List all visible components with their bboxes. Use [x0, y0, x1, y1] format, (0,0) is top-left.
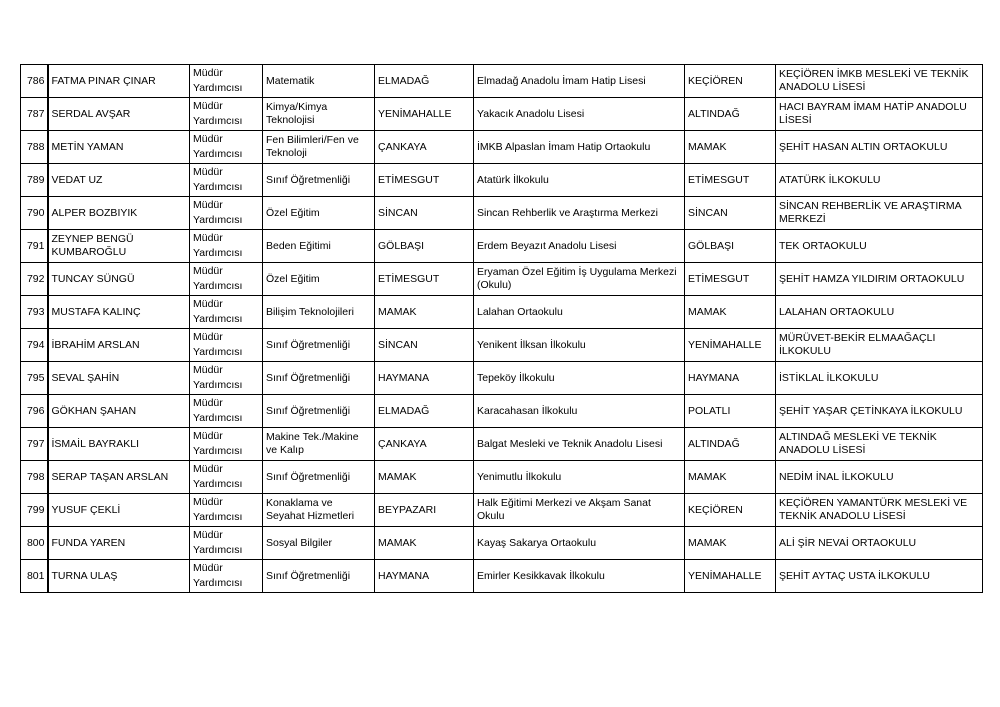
person-name: ALPER BOZBIYIK	[48, 197, 190, 230]
branch: Matematik	[263, 65, 375, 98]
assigned-district: MAMAK	[685, 131, 776, 164]
current-school: Balgat Mesleki ve Teknik Anadolu Lisesi	[474, 428, 685, 461]
job-title: Müdür Yardımcısı	[190, 296, 263, 329]
assigned-school: KEÇİÖREN İMKB MESLEKİ VE TEKNİK ANADOLU LİSESİ	[776, 65, 983, 98]
person-name: SERAP TAŞAN ARSLAN	[48, 461, 190, 494]
current-school: Karacahasan İlkokulu	[474, 395, 685, 428]
table-row	[21, 362, 983, 395]
branch: Sınıf Öğretmenliği	[263, 329, 375, 362]
assigned-school: ŞEHİT HASAN ALTIN ORTAOKULU	[776, 131, 983, 164]
assigned-district: YENİMAHALLE	[685, 560, 776, 593]
assignment-table	[20, 64, 983, 593]
table-row	[21, 461, 983, 494]
person-name: ZEYNEP BENGÜ KUMBAROĞLU	[48, 230, 190, 263]
branch: Bilişim Teknolojileri	[263, 296, 375, 329]
table-row	[21, 296, 983, 329]
assigned-district: ETİMESGUT	[685, 164, 776, 197]
current-school: Lalahan Ortaokulu	[474, 296, 685, 329]
job-title: Müdür Yardımcısı	[190, 395, 263, 428]
assigned-district: ETİMESGUT	[685, 263, 776, 296]
job-title: Müdür Yardımcısı	[190, 131, 263, 164]
row-number: 800	[21, 527, 48, 560]
table-row	[21, 494, 983, 527]
assigned-school: ATATÜRK İLKOKULU	[776, 164, 983, 197]
branch: Sınıf Öğretmenliği	[263, 395, 375, 428]
row-number: 798	[21, 461, 48, 494]
person-name: YUSUF ÇEKLİ	[48, 494, 190, 527]
person-name: TUNCAY SÜNGÜ	[48, 263, 190, 296]
job-title: Müdür Yardımcısı	[190, 164, 263, 197]
table-row	[21, 164, 983, 197]
branch: Beden Eğitimi	[263, 230, 375, 263]
person-name: FUNDA YAREN	[48, 527, 190, 560]
branch: Sosyal Bilgiler	[263, 527, 375, 560]
job-title: Müdür Yardımcısı	[190, 98, 263, 131]
table-row	[21, 230, 983, 263]
table-row	[21, 98, 983, 131]
current-district: ELMADAĞ	[375, 395, 474, 428]
row-number: 792	[21, 263, 48, 296]
person-name: TURNA ULAŞ	[48, 560, 190, 593]
branch: Sınıf Öğretmenliği	[263, 560, 375, 593]
table-row	[21, 329, 983, 362]
assigned-school: ŞEHİT AYTAÇ USTA İLKOKULU	[776, 560, 983, 593]
current-district: BEYPAZARI	[375, 494, 474, 527]
row-number: 786	[21, 65, 48, 98]
person-name: SEVAL ŞAHİN	[48, 362, 190, 395]
assigned-school: HACI BAYRAM İMAM HATİP ANADOLU LİSESİ	[776, 98, 983, 131]
branch: Fen Bilimleri/Fen ve Teknoloji	[263, 131, 375, 164]
assigned-school: LALAHAN ORTAOKULU	[776, 296, 983, 329]
row-number: 797	[21, 428, 48, 461]
assigned-district: POLATLI	[685, 395, 776, 428]
job-title: Müdür Yardımcısı	[190, 197, 263, 230]
current-district: ETİMESGUT	[375, 263, 474, 296]
current-district: ETİMESGUT	[375, 164, 474, 197]
job-title: Müdür Yardımcısı	[190, 494, 263, 527]
assigned-district: ALTINDAĞ	[685, 428, 776, 461]
current-district: MAMAK	[375, 296, 474, 329]
branch: Makine Tek./Makine ve Kalıp	[263, 428, 375, 461]
person-name: FATMA PINAR ÇINAR	[48, 65, 190, 98]
person-name: SERDAL AVŞAR	[48, 98, 190, 131]
assigned-school: ŞEHİT HAMZA YILDIRIM ORTAOKULU	[776, 263, 983, 296]
assigned-district: KEÇİÖREN	[685, 65, 776, 98]
person-name: İSMAİL BAYRAKLI	[48, 428, 190, 461]
row-number: 790	[21, 197, 48, 230]
row-number: 795	[21, 362, 48, 395]
job-title: Müdür Yardımcısı	[190, 362, 263, 395]
row-number: 789	[21, 164, 48, 197]
current-school: Halk Eğitimi Merkezi ve Akşam Sanat Okulu	[474, 494, 685, 527]
person-name: GÖKHAN ŞAHAN	[48, 395, 190, 428]
current-district: ELMADAĞ	[375, 65, 474, 98]
branch: Özel Eğitim	[263, 263, 375, 296]
assigned-school: NEDİM İNAL İLKOKULU	[776, 461, 983, 494]
current-school: Tepeköy İlkokulu	[474, 362, 685, 395]
person-name: MUSTAFA KALINÇ	[48, 296, 190, 329]
current-school: Elmadağ Anadolu İmam Hatip Lisesi	[474, 65, 685, 98]
table-row	[21, 65, 983, 98]
row-number: 801	[21, 560, 48, 593]
assigned-district: HAYMANA	[685, 362, 776, 395]
current-district: YENİMAHALLE	[375, 98, 474, 131]
current-school: Yenikent İlksan İlkokulu	[474, 329, 685, 362]
assigned-school: ALTINDAĞ MESLEKİ VE TEKNİK ANADOLU LİSESİ	[776, 428, 983, 461]
current-district: HAYMANA	[375, 560, 474, 593]
assigned-school: İSTİKLAL İLKOKULU	[776, 362, 983, 395]
current-district: HAYMANA	[375, 362, 474, 395]
current-school: Atatürk İlkokulu	[474, 164, 685, 197]
current-school: Kayaş Sakarya Ortaokulu	[474, 527, 685, 560]
table-row	[21, 197, 983, 230]
current-school: Eryaman Özel Eğitim İş Uygulama Merkezi (Okulu)	[474, 263, 685, 296]
assigned-district: KEÇİÖREN	[685, 494, 776, 527]
row-number: 793	[21, 296, 48, 329]
table-row	[21, 131, 983, 164]
row-number: 791	[21, 230, 48, 263]
table-row	[21, 428, 983, 461]
assigned-district: GÖLBAŞI	[685, 230, 776, 263]
current-school: Yenimutlu İlkokulu	[474, 461, 685, 494]
assigned-school: MÜRÜVET-BEKİR ELMAAĞAÇLI İLKOKULU	[776, 329, 983, 362]
table-row	[21, 263, 983, 296]
current-district: SİNCAN	[375, 329, 474, 362]
current-school: Sincan Rehberlik ve Araştırma Merkezi	[474, 197, 685, 230]
row-number: 794	[21, 329, 48, 362]
job-title: Müdür Yardımcısı	[190, 65, 263, 98]
table-body	[21, 65, 983, 593]
current-school: Yakacık Anadolu Lisesi	[474, 98, 685, 131]
person-name: İBRAHİM ARSLAN	[48, 329, 190, 362]
assigned-district: MAMAK	[685, 296, 776, 329]
assigned-school: KEÇİÖREN YAMANTÜRK MESLEKİ VE TEKNİK ANADOLU LİSESİ	[776, 494, 983, 527]
table-row	[21, 527, 983, 560]
assigned-school: TEK ORTAOKULU	[776, 230, 983, 263]
job-title: Müdür Yardımcısı	[190, 560, 263, 593]
current-district: MAMAK	[375, 527, 474, 560]
current-school: Erdem Beyazıt Anadolu Lisesi	[474, 230, 685, 263]
row-number: 796	[21, 395, 48, 428]
current-school: Emirler Kesikkavak İlkokulu	[474, 560, 685, 593]
assigned-district: ALTINDAĞ	[685, 98, 776, 131]
current-district: MAMAK	[375, 461, 474, 494]
assigned-school: ALİ ŞİR NEVAİ ORTAOKULU	[776, 527, 983, 560]
assigned-school: SİNCAN REHBERLİK VE ARAŞTIRMA MERKEZİ	[776, 197, 983, 230]
current-district: ÇANKAYA	[375, 131, 474, 164]
current-district: SİNCAN	[375, 197, 474, 230]
assigned-district: YENİMAHALLE	[685, 329, 776, 362]
row-number: 788	[21, 131, 48, 164]
job-title: Müdür Yardımcısı	[190, 461, 263, 494]
branch: Sınıf Öğretmenliği	[263, 461, 375, 494]
branch: Kimya/Kimya Teknolojisi	[263, 98, 375, 131]
branch: Özel Eğitim	[263, 197, 375, 230]
branch: Sınıf Öğretmenliği	[263, 164, 375, 197]
assigned-district: MAMAK	[685, 461, 776, 494]
row-number: 787	[21, 98, 48, 131]
branch: Konaklama ve Seyahat Hizmetleri	[263, 494, 375, 527]
person-name: METİN YAMAN	[48, 131, 190, 164]
job-title: Müdür Yardımcısı	[190, 329, 263, 362]
row-number: 799	[21, 494, 48, 527]
job-title: Müdür Yardımcısı	[190, 230, 263, 263]
current-district: GÖLBAŞI	[375, 230, 474, 263]
job-title: Müdür Yardımcısı	[190, 263, 263, 296]
current-school: İMKB Alpaslan İmam Hatip Ortaokulu	[474, 131, 685, 164]
table-row	[21, 560, 983, 593]
assigned-district: MAMAK	[685, 527, 776, 560]
assigned-district: SİNCAN	[685, 197, 776, 230]
person-name: VEDAT UZ	[48, 164, 190, 197]
job-title: Müdür Yardımcısı	[190, 428, 263, 461]
current-district: ÇANKAYA	[375, 428, 474, 461]
table-row	[21, 395, 983, 428]
job-title: Müdür Yardımcısı	[190, 527, 263, 560]
assigned-school: ŞEHİT YAŞAR ÇETİNKAYA İLKOKULU	[776, 395, 983, 428]
branch: Sınıf Öğretmenliği	[263, 362, 375, 395]
